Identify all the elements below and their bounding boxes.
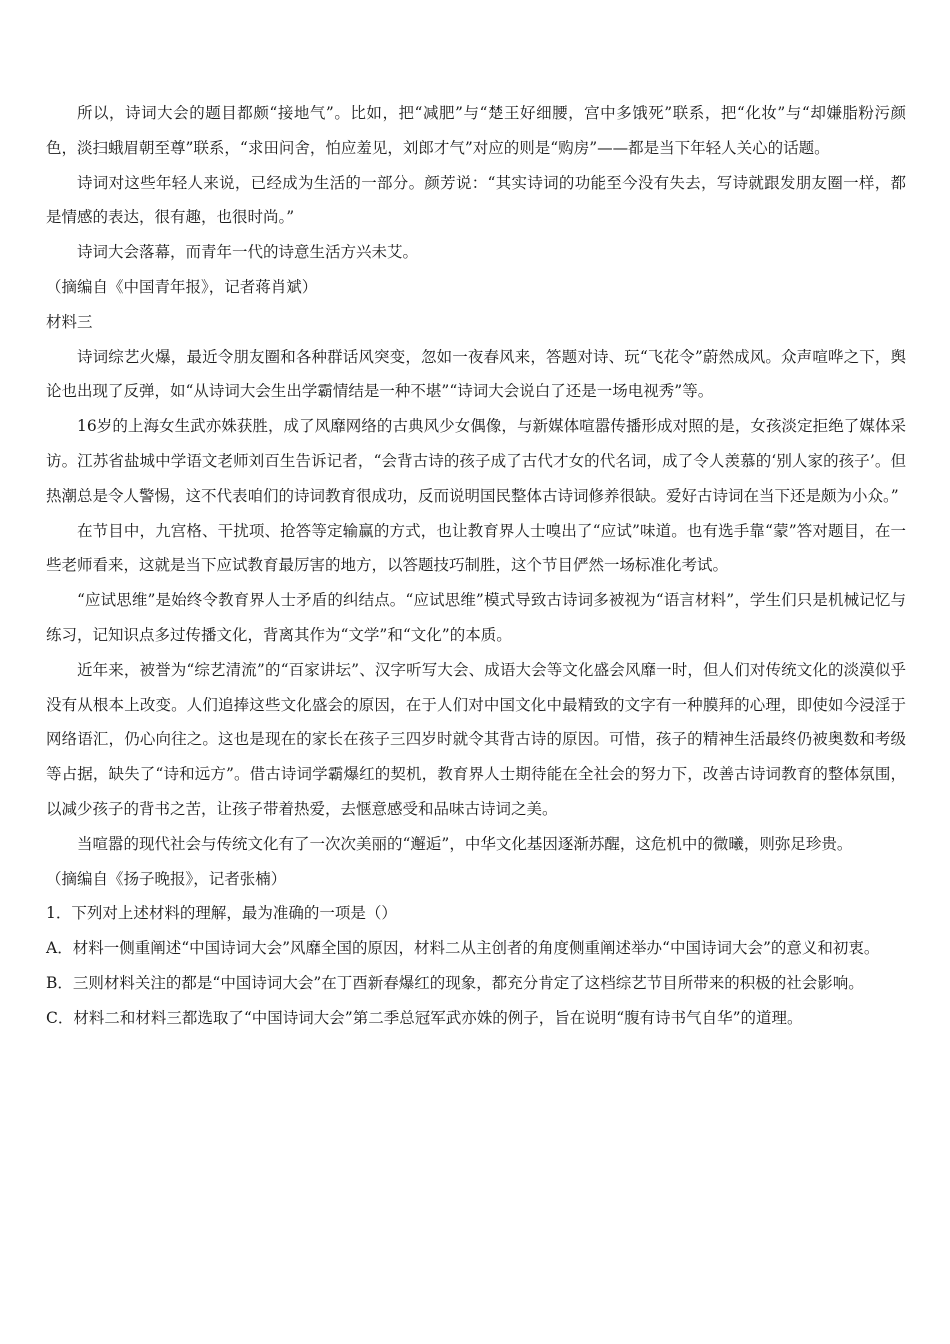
paragraph: 在节目中，九宫格、干扰项、抢答等定输赢的方式，也让教育界人士嗅出了“应试”味道。也有选手靠“蒙”答对题目，在一些老师看来，这就是当下应试教育最厉害的地方，以答题技巧制胜，这个节目俨然一场标准化考试。	[46, 521, 906, 575]
section-label: 材料三	[46, 312, 93, 331]
question-stem: 1．下列对上述材料的理解，最为准确的一项是（）	[46, 904, 397, 923]
option-a: A．材料一侧重阐述“中国诗词大会”风靡全国的原因，材料二从主创者的角度侧重阐述举办“中国诗词大会”的意义和初衷。	[46, 939, 880, 958]
paragraph: 所以，诗词大会的题目都颇“接地气”。比如，把“减肥”与“楚王好细腰，宫中多饿死”联系，把“化妆”与“却嫌脂粉污颜色，淡扫蛾眉朝至尊”联系，“求田问舍，怕应羞见，刘郎才气”对应的则是“购房”——都是当下年轻人关心的话题。	[46, 104, 906, 157]
paragraph: “应试思维”是始终令教育界人士矛盾的纠结点。“应试思维”模式导致古诗词多被视为“语言材料”，学生们只是机械记忆与练习，记知识点多过传播文化，背离其作为“文学”和“文化”的本质。	[46, 591, 906, 644]
option-b: B．三则材料关注的都是“中国诗词大会”在丁酉新春爆红的现象，都充分肯定了这档综艺节目所带来的积极的社会影响。	[46, 973, 864, 992]
paragraph: 诗词大会落幕，而青年一代的诗意生活方兴未艾。	[77, 243, 419, 262]
source-citation: （摘编自《扬子晚报》，记者张楠）	[46, 869, 287, 888]
document-page	[46, 96, 906, 1036]
paragraph: 诗词综艺火爆，最近令朋友圈和各种群话风突变，忽如一夜春风来，答题对诗、玩“飞花令”蔚然成风。众声喧哗之下，舆论也出现了反弹，如“从诗词大会生出学霸情结是一种不堪”“诗词大会说白了还是一场电视秀”等。	[46, 347, 906, 401]
paragraph: 16岁的上海女生武亦姝获胜，成了风靡网络的古典风少女偶像，与新媒体喧嚣传播形成对照的是，女孩淡定拒绝了媒体采访。江苏省盐城中学语文老师刘百生告诉记者，“会背古诗的孩子成了古代才女的代名词，成了令人羡慕的‘别人家的孩子’。但热潮总是令人警惕，这不代表咱们的诗词教育很成功，反而说明国民整体古诗词修养很缺。爱好古诗词在当下还是颇为小众。”	[46, 417, 906, 505]
paragraph: 当喧嚣的现代社会与传统文化有了一次次美丽的“邂逅”，中华文化基因逐渐苏醒，这危机中的微曦，则弥足珍贵。	[77, 834, 853, 853]
option-c: C．材料二和材料三都选取了“中国诗词大会”第二季总冠军武亦姝的例子，旨在说明“腹有诗书气自华”的道理。	[46, 1008, 803, 1027]
paragraph: 近年来，被誉为“综艺清流”的“百家讲坛”、汉字听写大会、成语大会等文化盛会风靡一时，但人们对传统文化的淡漠似乎没有从根本上改变。人们追捧这些文化盛会的原因，在于人们对中国文化中最精致的文字有一种膜拜的心理，即使如今浸淫于网络语汇，仍心向往之。这也是现在的家长在孩子三四岁时就令其背古诗的原因。可惜，孩子的精神生活最终仍被奥数和考级等占据，缺失了“诗和远方”。借古诗词学霸爆红的契机，教育界人士期待能在全社会的努力下，改善古诗词教育的整体氛围，以减少孩子的背书之苦，让孩子带着热爱，去惬意感受和品味古诗词之美。	[46, 660, 906, 818]
paragraph: 诗词对这些年轻人来说，已经成为生活的一部分。颜芳说：“其实诗词的功能至今没有失去，写诗就跟发朋友圈一样，都是情感的表达，很有趣，也很时尚。”	[46, 173, 906, 227]
source-citation: （摘编自《中国青年报》，记者蒋肖斌）	[46, 277, 318, 296]
